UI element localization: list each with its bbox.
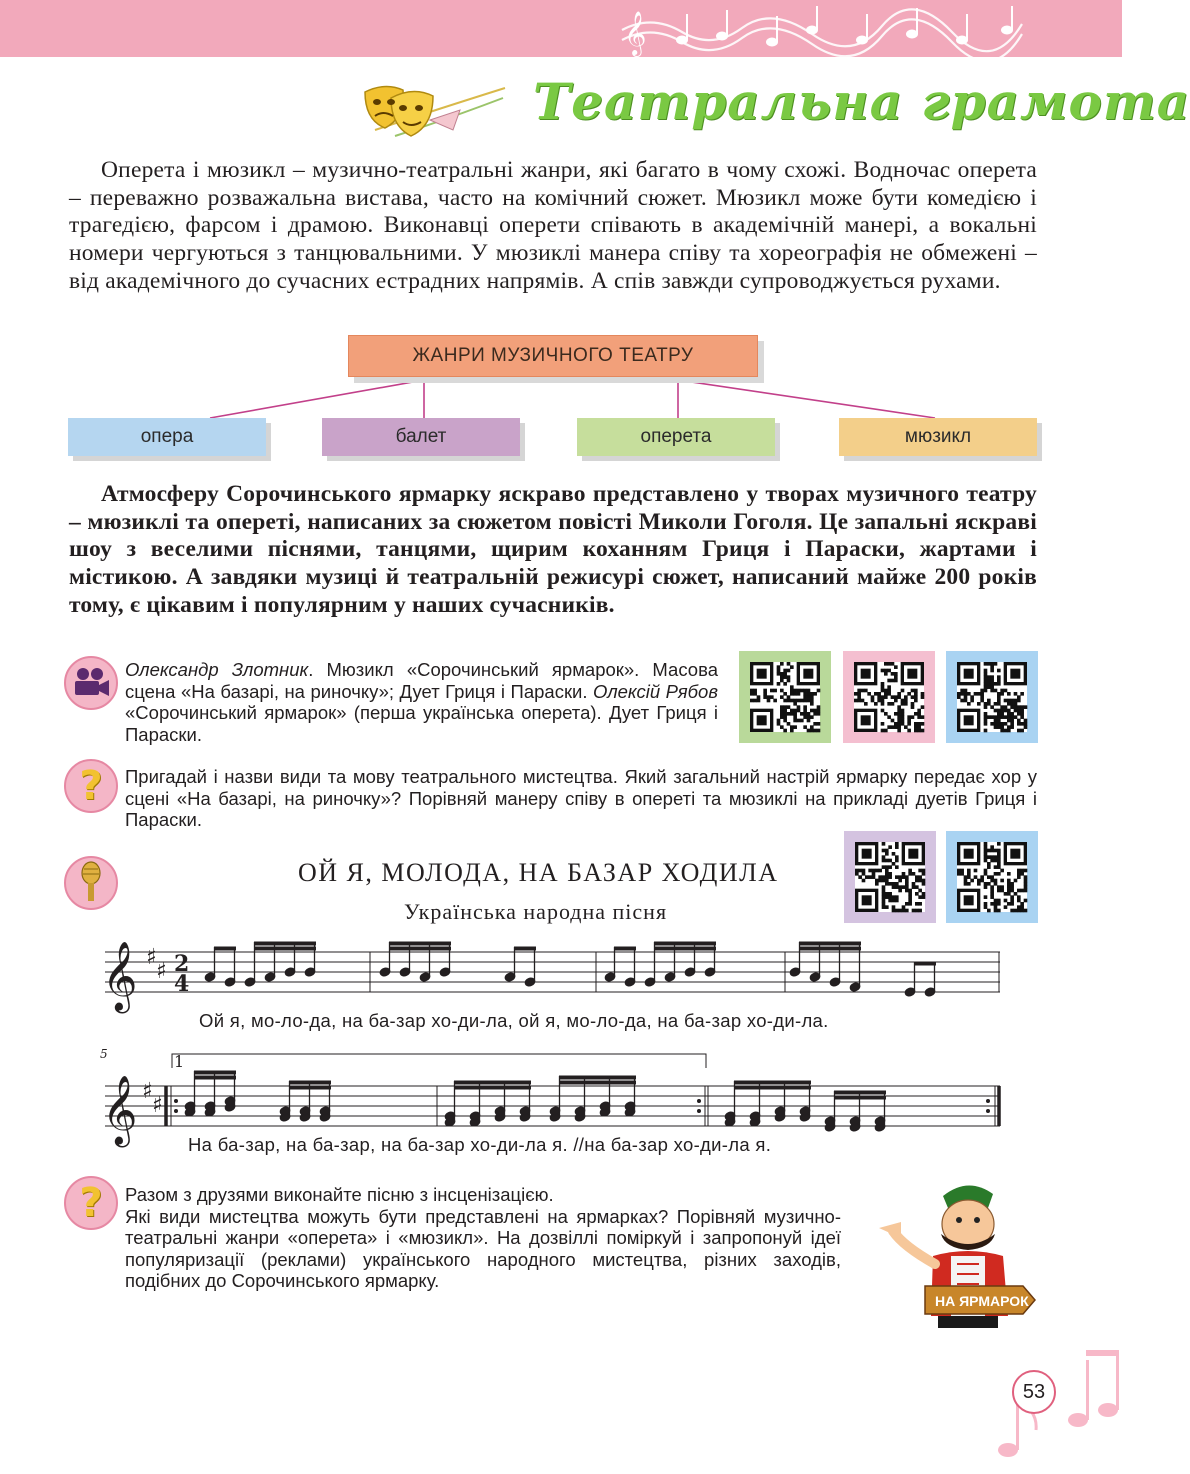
video-camera-icon [64,656,118,710]
note-beam [800,942,861,945]
note-beam [560,1076,636,1079]
svg-text:𝄞: 𝄞 [102,941,138,1011]
cossack-illustration-icon [873,1176,1038,1341]
svg-text:𝄞: 𝄞 [102,1075,138,1145]
fair-paragraph: Атмосферу Сорочинського ярмарку яскраво представлено у творах музичного театру – мюзиклі та опереті, написаних за сюжетом повісті Миколи Гоголя. Це запальні яскраві шоу з веселими піснями, танцями, щирим коханням Гриця і Параски, жартами і містикою. А завдяки музиці й театральній режисурі сюжет, написаний майже 200 років тому, є цікавим і популярним у наших сучасників. [69,481,1037,618]
genres-diagram [60,330,1050,470]
note-beam [515,947,536,950]
svg-text:2: 2 [174,951,190,977]
qr-code-video-3[interactable] [946,651,1038,743]
note-beam [655,942,716,945]
sheet-music-line-1 [100,938,1005,1018]
note-beam [390,947,451,950]
qr-code-video-2[interactable] [843,651,935,743]
note-beam [835,1096,886,1099]
note-beam [735,1081,811,1084]
qr-code-song-1[interactable] [844,831,936,923]
page-title: Театральна грамота [533,72,1190,131]
top-band [0,0,1122,57]
question-mark-icon-2: ? [64,1176,118,1230]
svg-text:♯: ♯ [146,945,157,970]
note-beam [455,1081,531,1084]
note-beam [835,1091,886,1094]
note-beam [290,1086,331,1089]
genre-musical: мюзикл [839,418,1037,456]
qr-code-video-1[interactable] [739,651,831,743]
svg-text:4: 4 [174,971,190,997]
question-mark-icon: ? [64,759,118,813]
svg-text:♯: ♯ [156,959,167,984]
svg-text:НА ЯРМАРОК: НА ЯРМАРОК [935,1293,1029,1309]
note-beam [655,947,716,950]
note-beam [215,947,236,950]
note-beam [195,1076,236,1079]
lyrics-line-2: На ба-зар, на ба-зар, на ба-зар хо-ди-ла я. //на ба-зар хо-ди-ла я. [188,1134,772,1155]
note-beam [255,942,316,945]
theatre-masks-icon [335,70,515,150]
section-header [335,70,1190,150]
note-beam [735,1086,811,1089]
note-beam [255,947,316,950]
intro-paragraph: Оперета і мюзикл – музично-театральні жанри, які багато в чому схожі. Водночас оперета – переважно розважальна вистава, часто на комічний сюжет. Мюзикл може бути комедією і трагедією, фарсом і драмою. Виконавці оперети співають в академічній манері, а вокальні номери чергуються з танцювальними. У мюзиклі манера співу та хореографія не обмежені – від академічного до сучасних естрадних напрямів. А спів завжди супроводжується рухами. [69,157,1037,294]
music-staff-1 [100,938,1005,1018]
song-title: ОЙ Я, МОЛОДА, НА БАЗАР ХОДИЛА [298,858,779,887]
page-number: 53 [1012,1370,1056,1414]
song-subtitle: Українська народна пісня [404,899,668,924]
question-1: Пригадай і назви види та мову театрального мистецтва. Який загальний настрій ярмарку передає хор у сцені «На базарі, на риночку»? Порівняй манеру співу в опереті та мюзиклі на прикладі дуетів Гриця і Параски. [125,766,1037,831]
qr-code-song-2[interactable] [946,831,1038,923]
genre-opera: опера [68,418,266,456]
note-beam [560,1081,636,1084]
music-notes-decoration-icon [612,0,1032,57]
task-text: Разом з друзями виконайте пісню з інсценізацією. Які види мистецтва можуть бути представлені на ярмарках? Порівняй музично-театральні жанри «оперета» і «мюзикл». На дозвіллі поміркуй і запропонуй ідеї популяризації (реклами) українського народного мистецтва, різних заходів, подібних до Сорочинського ярмарку. [125,1184,841,1292]
svg-text:♯: ♯ [152,1093,163,1118]
note-beam [615,947,636,950]
svg-text:5: 5 [100,1047,108,1061]
lyrics-line-1: Ой я, мо-ло-да, на ба-зар хо-ди-ла, ой я, мо-ло-да, на ба-зар хо-ди-ла. [199,1010,829,1031]
note-beam [290,1081,331,1084]
svg-text:𝄞: 𝄞 [624,11,647,55]
microphone-icon [64,856,118,910]
svg-text:♯: ♯ [142,1079,153,1104]
genre-ballet: балет [322,418,520,456]
note-beam [390,942,451,945]
note-beam [195,1071,236,1074]
genre-operetta: оперета [577,418,775,456]
media-description: Олександр Злотник. Мюзикл «Сорочинський ярмарок». Масова сцена «На базарі, на риночку»; Дует Гриця і Параски. Олексій Рябов «Сорочинський ярмарок» (перша українська оперета). Дует Гриця і Параски. [125,659,718,745]
svg-text:1: 1 [174,1052,185,1071]
genres-title: ЖАНРИ МУЗИЧНОГО ТЕАТРУ [348,335,758,377]
note-beam [800,947,861,950]
note-beam [455,1086,531,1089]
note-beam [915,962,936,965]
